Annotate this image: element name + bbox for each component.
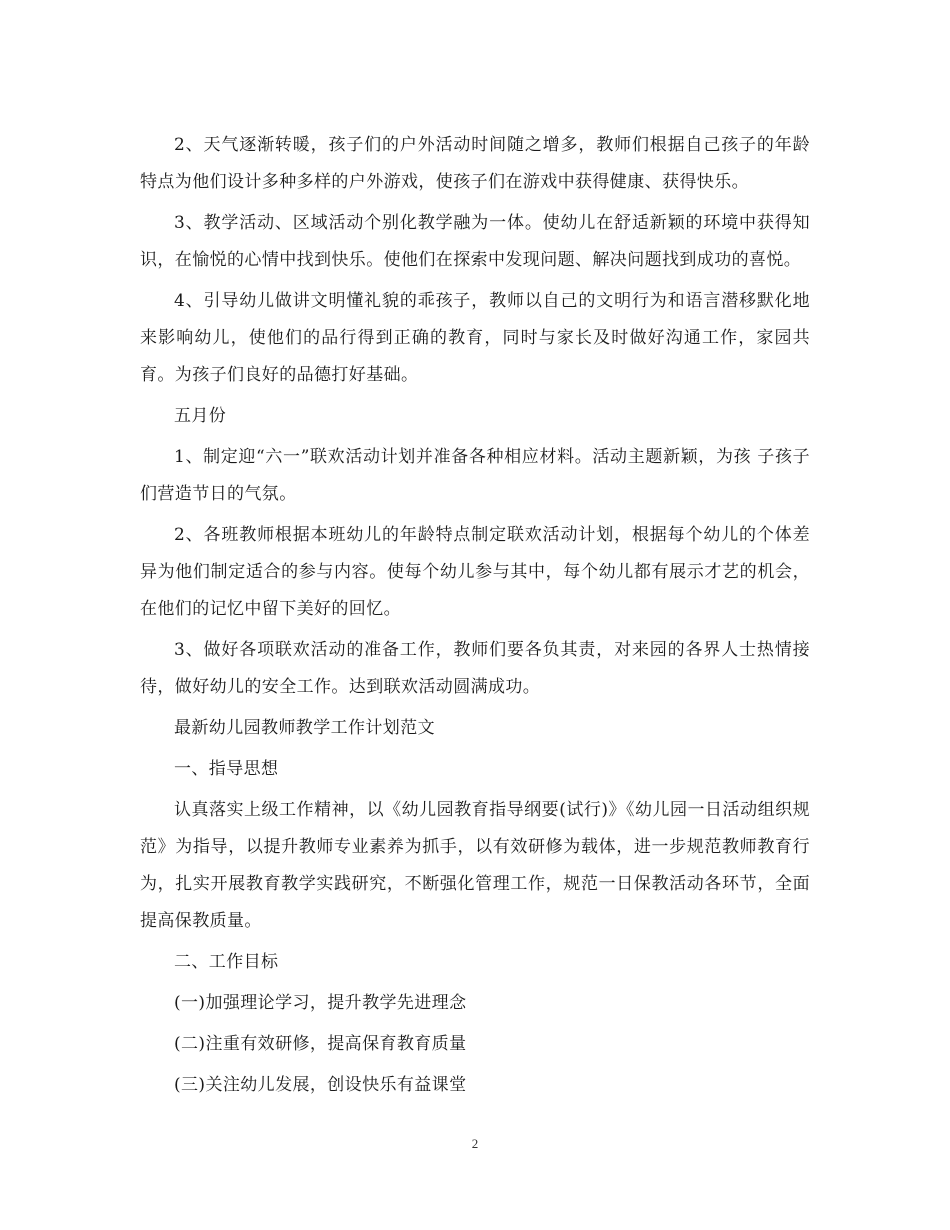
heading-work-goals: 二、工作目标: [174, 952, 279, 972]
heading-plan-title: 最新幼儿园教师教学工作计划范文: [174, 718, 435, 738]
document-body: [140, 127, 810, 1108]
paragraph-preparation: 3、做好各项联欢活动的准备工作，教师们要各负其责，对来园的各界人士热情接待，做好幼儿的安全工作。达到联欢活动圆满成功。: [140, 640, 810, 697]
paragraph-civility-guidance: 4、引导幼儿做讲文明懂礼貌的乖孩子，教师以自己的文明行为和语言潜移默化地来影响幼儿，使他们的品行得到正确的教育，同时与家长及时做好沟通工作，家园共育。为孩子们良好的品德打好基础。: [140, 291, 810, 385]
paragraph-guiding-ideology: 认真落实上级工作精神，以《幼儿园教育指导纲要(试行)》《幼儿园一日活动组织规范》为指导，以提升教师专业素养为抓手，以有效研修为载体，进一步规范教师教育行为，扎实开展教育教学实践研究，不断强化管理工作，规范一日保教活动各环节，全面提高保教质量。: [140, 800, 810, 931]
heading-guiding-ideology: 一、指导思想: [174, 759, 279, 779]
heading-may: 五月份: [174, 406, 227, 426]
goal-item-1: (一)加强理论学习，提升教学先进理念: [174, 993, 467, 1013]
paragraph-weather-outdoor-games: 2、天气逐渐转暖，孩子们的户外活动时间随之增多，教师们根据自己孩子的年龄特点为他们设计多种多样的户外游戏，使孩子们在游戏中获得健康、获得快乐。: [140, 135, 810, 192]
paragraph-june-first-plan: 1、制定迎“六一”联欢活动计划并准备各种相应材料。活动主题新颖，为孩 子孩子们营造节日的气氛。: [140, 447, 810, 504]
goal-item-2: (二)注重有效研修，提高保育教育质量: [174, 1034, 467, 1054]
page-number: 2: [471, 1136, 479, 1151]
paragraph-class-plan: 2、各班教师根据本班幼儿的年龄特点制定联欢活动计划，根据每个幼儿的个体差异为他们制定适合的参与内容。使每个幼儿参与其中，每个幼儿都有展示才艺的机会，在他们的记忆中留下美好的回忆。: [140, 525, 810, 619]
paragraph-teaching-activities: 3、教学活动、区域活动个别化教学融为一体。使幼儿在舒适新颖的环境中获得知识，在愉悦的心情中找到快乐。使他们在探索中发现问题、解决问题找到成功的喜悦。: [140, 213, 810, 270]
goal-item-3: (三)关注幼儿发展，创设快乐有益课堂: [174, 1075, 467, 1095]
